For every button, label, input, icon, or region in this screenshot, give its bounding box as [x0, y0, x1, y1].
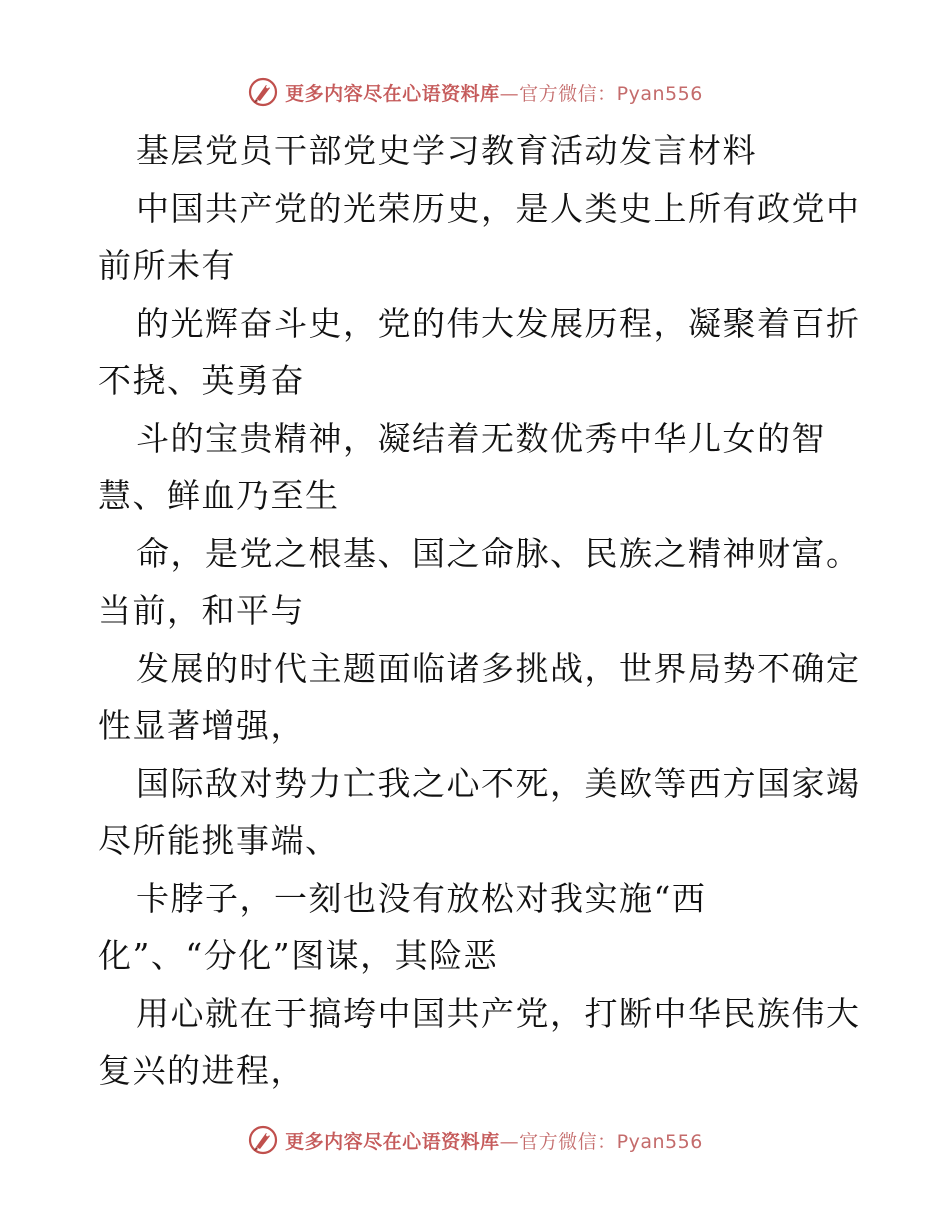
pen-nib-circle-icon: [247, 1124, 279, 1156]
watermark-dash: —: [499, 1130, 520, 1153]
watermark-text: [285, 79, 703, 106]
watermark-text: [285, 1127, 703, 1154]
footer-watermark: [0, 1120, 950, 1160]
doc-line: 尽所能挑事端、: [98, 821, 340, 860]
doc-line: 不挠、英勇奋: [98, 361, 305, 400]
doc-line: 发展的时代主题面临诸多挑战，世界局势不确定: [136, 648, 861, 688]
doc-line: 用心就在于搞垮中国共产党，打断中华民族伟大: [136, 993, 861, 1033]
doc-line: 国际敌对势力亡我之心不死，美欧等西方国家竭: [136, 763, 861, 803]
watermark-sub: 官方微信：Pyan556: [519, 1130, 703, 1153]
doc-line: 复兴的进程，: [98, 1051, 305, 1090]
header-watermark: [0, 72, 950, 112]
doc-line: 当前，和平与: [98, 591, 305, 630]
document-body: [98, 122, 861, 1100]
doc-line: 慧、鲜血乃至生: [98, 476, 340, 515]
doc-line: 前所未有: [98, 246, 236, 285]
watermark-sub: 官方微信：Pyan556: [519, 82, 703, 105]
doc-line: 性显著增强，: [98, 706, 305, 745]
doc-line: 卡脖子，一刻也没有放松对我实施“西: [136, 878, 707, 918]
doc-line: 命，是党之根基、国之命脉、民族之精神财富。: [136, 533, 861, 573]
doc-line: 化”、“分化”图谋，其险恶: [98, 936, 499, 975]
doc-line: 的光辉奋斗史，党的伟大发展历程，凝聚着百折: [136, 303, 861, 343]
watermark-main: 更多内容尽在心语资料库: [285, 1130, 500, 1153]
doc-line: 斗的宝贵精神，凝结着无数优秀中华儿女的智: [136, 418, 826, 458]
doc-title: 基层党员干部党史学习教育活动发言材料: [136, 131, 757, 170]
watermark-dash: —: [499, 82, 520, 105]
watermark-main: 更多内容尽在心语资料库: [285, 82, 500, 105]
doc-line: 中国共产党的光荣历史，是人类史上所有政党中: [136, 188, 861, 228]
pen-nib-circle-icon: [247, 76, 279, 108]
